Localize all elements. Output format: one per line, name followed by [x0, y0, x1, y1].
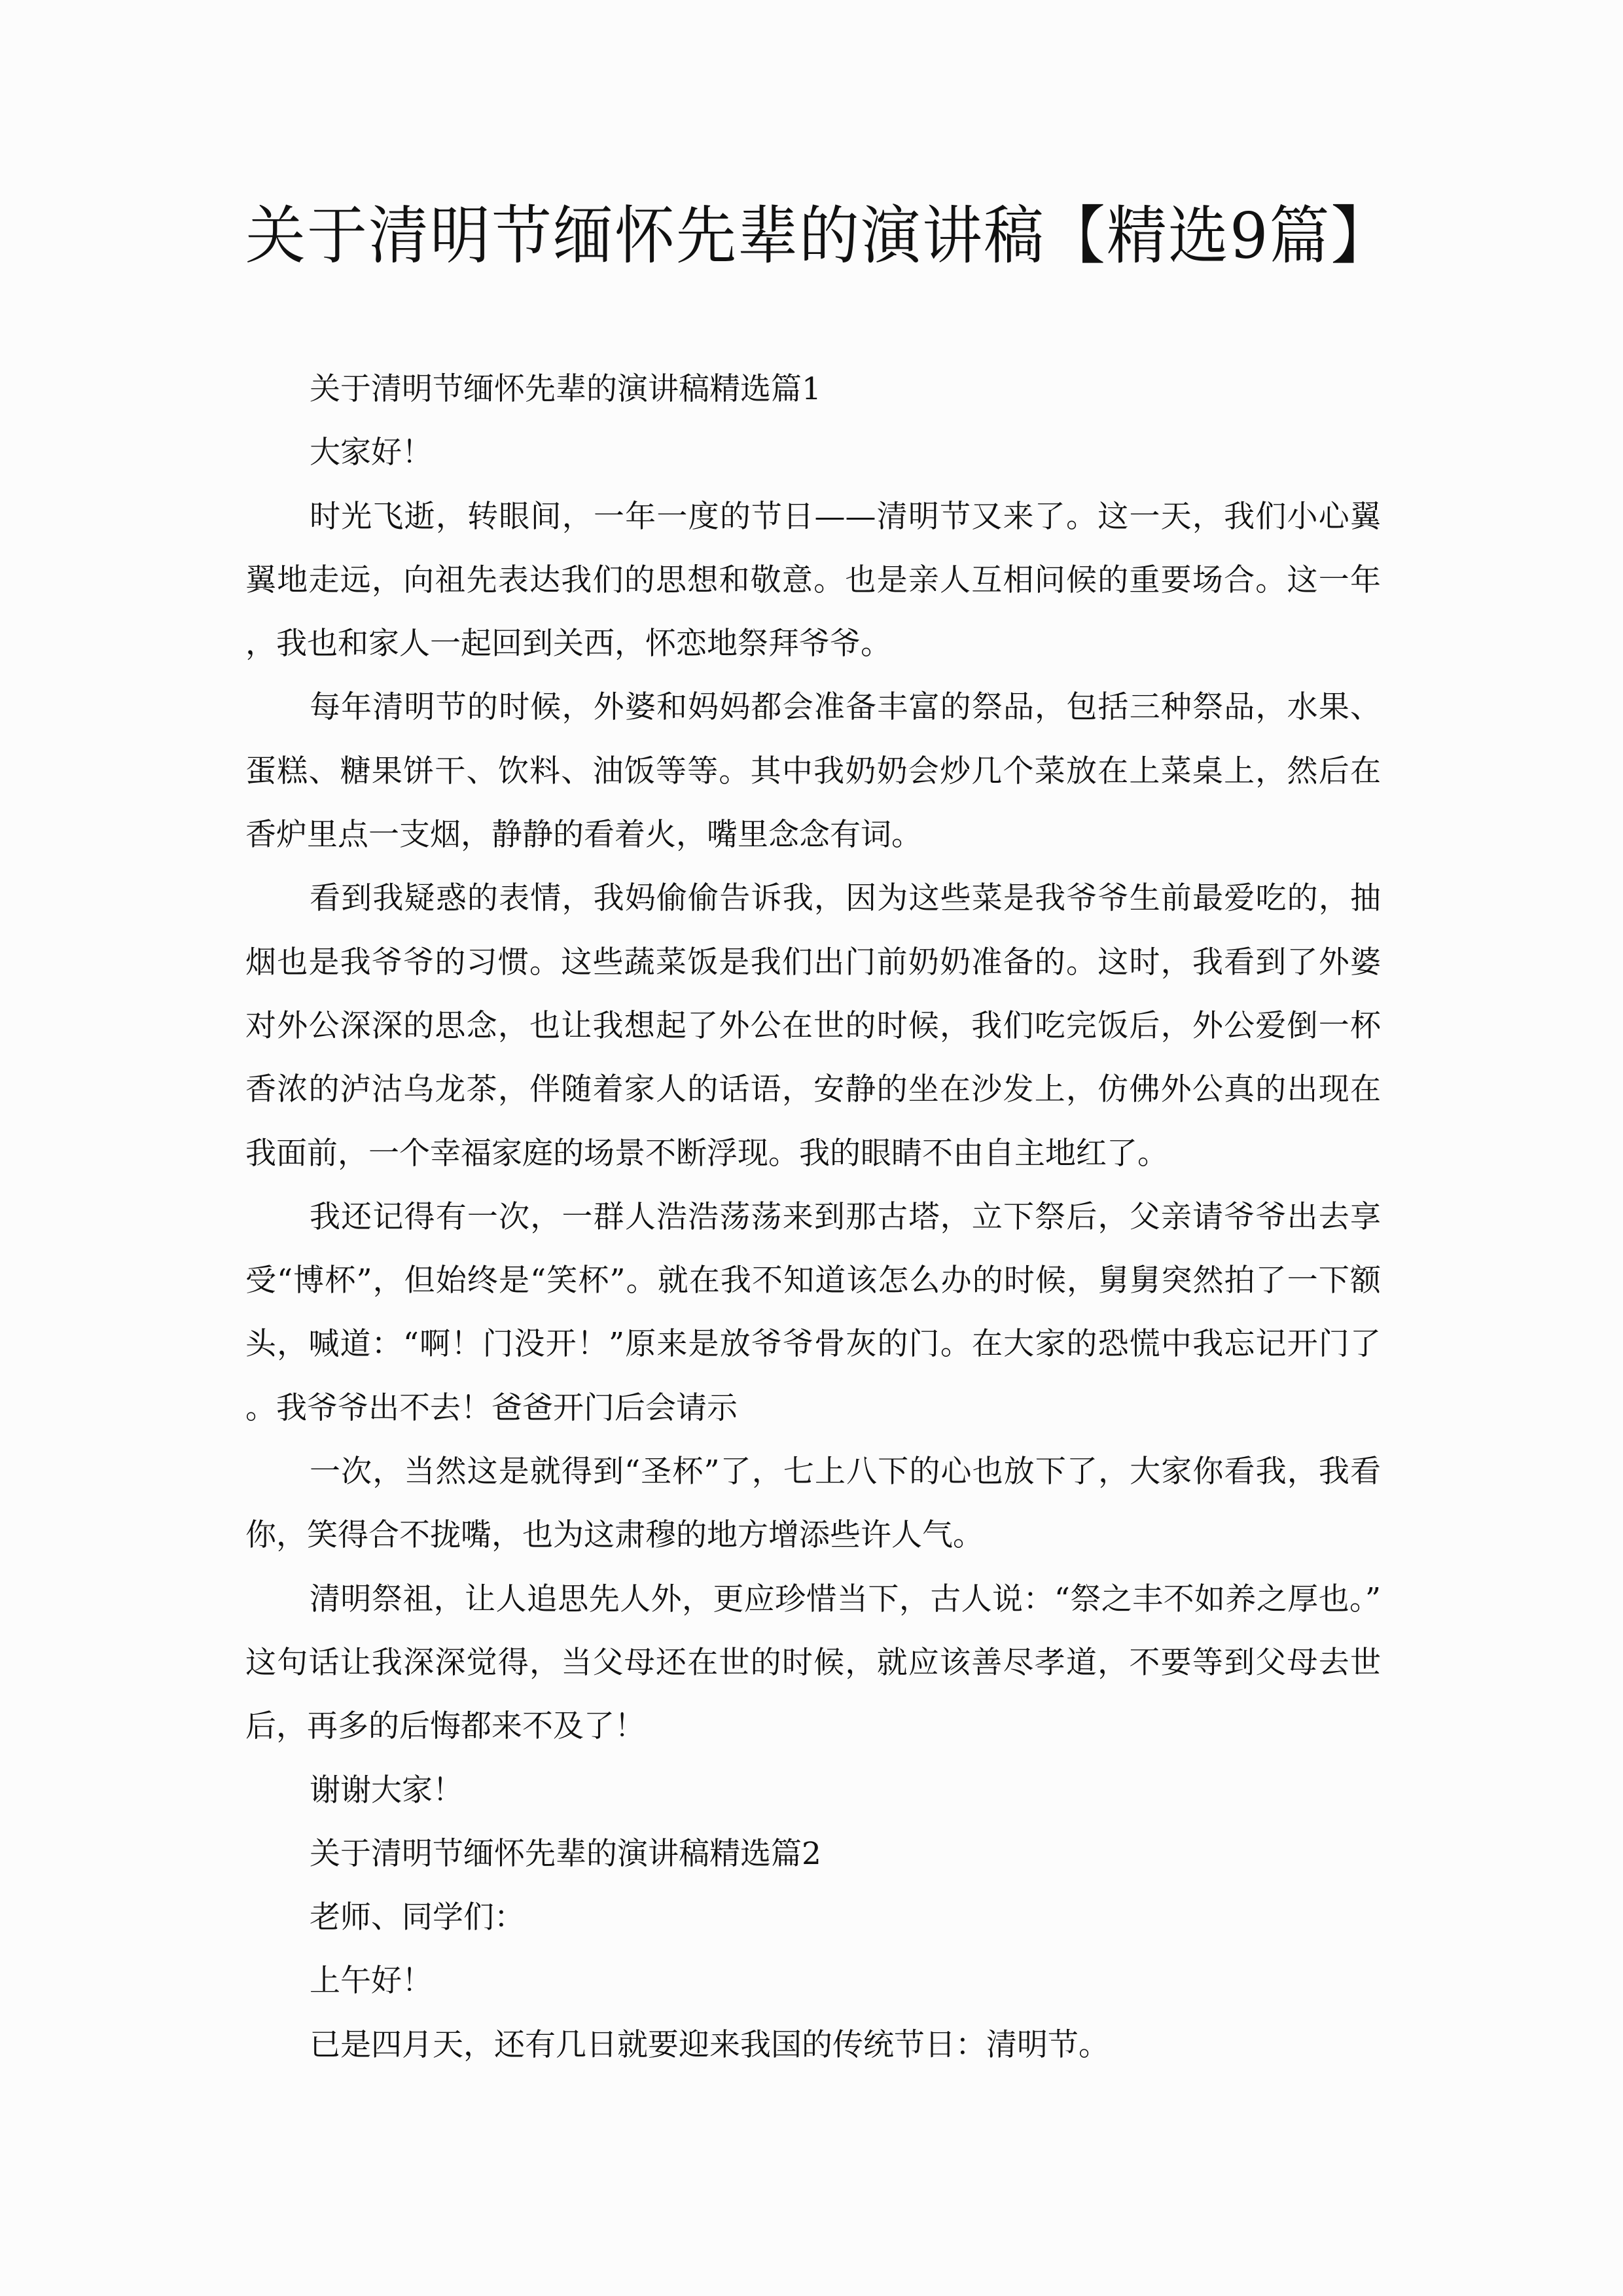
body-paragraph: 我还记得有一次，一群人浩浩荡荡来到那古塔，立下祭后，父亲请爷爷出去享受“博杯”，但始终是“笑杯”。就在我不知道该怎么办的时候，舅舅突然拍了一下额头，喊道：“啊！门没开！”原来是放爷爷骨灰的门。在大家的恐慌中我忘记开门了。我爷爷出不去！爸爸开门后会请示	[245, 1198, 1381, 1426]
greeting-paragraph: 大家好！	[310, 435, 433, 471]
salutation-paragraph: 老师、同学们：	[310, 1899, 525, 1936]
body-paragraph: 时光飞逝，转眼间，一年一度的节日——清明节又来了。这一天，我们小心翼翼地走远，向祖先表达我们的思想和敬意。也是亲人互相问候的重要场合。这一年，我也和家人一起回到关西，怀恋地祭拜爷爷。	[245, 498, 1381, 662]
body-paragraph: 清明祭祖，让人追思先人外，更应珍惜当下，古人说：“祭之丰不如养之厚也。”这句话让我深深觉得，当父母还在世的时候，就应该善尽孝道，不要等到父母去世后，再多的后悔都来不及了！	[245, 1581, 1381, 1745]
body-paragraph: 看到我疑惑的表情，我妈偷偷告诉我，因为这些菜是我爷爷生前最爱吃的，抽烟也是我爷爷的习惯。这些蔬菜饭是我们出门前奶奶准备的。这时，我看到了外婆对外公深深的思念，也让我想起了外公在世的时候，我们吃完饭后，外公爱倒一杯香浓的泸沽乌龙茶，伴随着家人的话语，安静的坐在沙发上，仿佛外公真的出现在我面前，一个幸福家庭的场景不断浮现。我的眼睛不由自主地红了。	[245, 880, 1381, 1172]
greeting-paragraph: 上午好！	[310, 1963, 433, 2000]
body-paragraph: 一次，当然这是就得到“圣杯”了，七上八下的心也放下了，大家你看我，我看你，笑得合不拢嘴，也为这肃穆的地方增添些许人气。	[245, 1454, 1381, 1554]
body-paragraph: 已是四月天，还有几日就要迎来我国的传统节日：清明节。	[310, 2026, 1109, 2063]
closing-paragraph: 谢谢大家！	[310, 1772, 463, 1808]
document-title: 关于清明节缅怀先辈的演讲稿【精选9篇】	[245, 199, 1393, 273]
section-heading-1: 关于清明节缅怀先辈的演讲稿精选篇1	[310, 371, 821, 407]
body-paragraph: 每年清明节的时候，外婆和妈妈都会准备丰富的祭品，包括三种祭品，水果、蛋糕、糖果饼干、饮料、油饭等等。其中我奶奶会炒几个菜放在上菜桌上，然后在香炉里点一支烟，静静的看着火，嘴里念念有词。	[245, 689, 1381, 853]
section-heading-2: 关于清明节缅怀先辈的演讲稿精选篇2	[310, 1835, 821, 1872]
document-body	[245, 357, 1381, 2077]
